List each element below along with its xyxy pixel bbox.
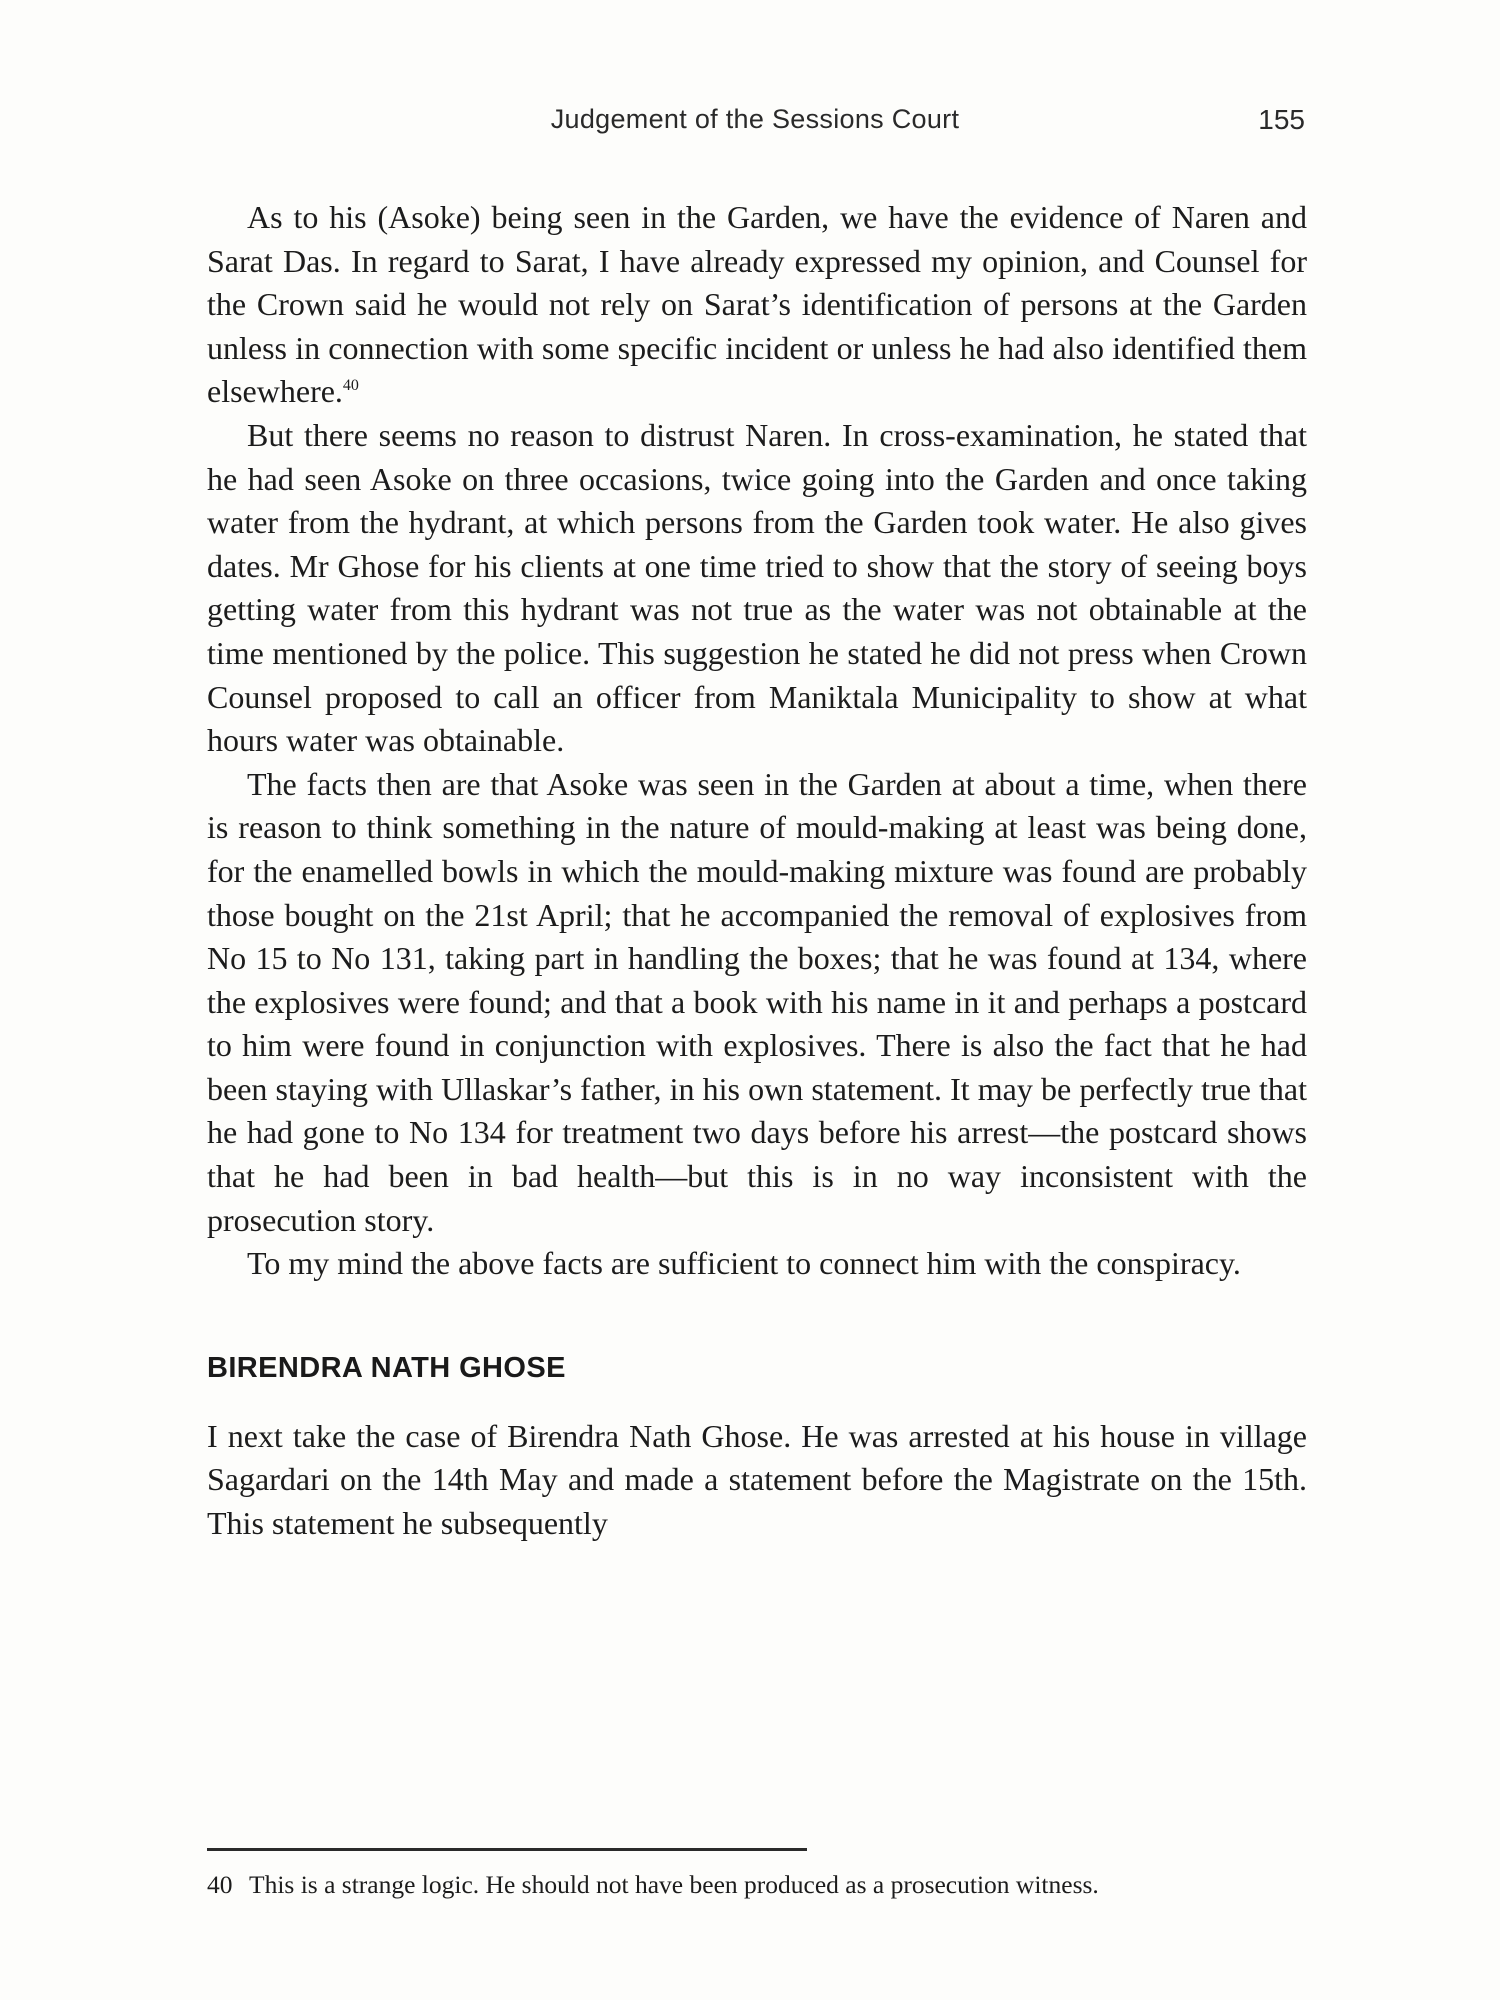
paragraph-naren: But there seems no reason to distrust Naren. In cross-examination, he stated that he had seen Asoke on three occasions, twice going into the Garden and once taking water from the hydrant, at which persons from the Garden took water. He also gives dates. Mr Ghose for his clients at one time tried to show that the story of seeing boys getting water from this hydrant was not true as the water was not obtainable at the time mentioned by the police. This suggestion he stated he did not press when Crown Counsel proposed to call an officer from Maniktala Municipality to show at what hours water was obtainable. — [207, 416, 1307, 759]
footnote-divider — [207, 1848, 807, 1851]
main-text — [207, 196, 1307, 1546]
running-title: Judgement of the Sessions Court — [550, 104, 960, 134]
paragraph-text: As to his (Asoke) being seen in the Garden, we have the evidence of Naren and Sarat Das. In regard to Sarat, I have already expressed my opinion, and Counsel for the Crown said he would not rely on Sarat’s identification of persons at the Garden unless in connection with some specific incident or unless he had also identified them elsewhere. — [207, 199, 1307, 410]
paragraph-asoke-garden — [207, 196, 1307, 414]
section-heading: BIRENDRA NATH GHOSE — [207, 1351, 566, 1384]
footnote-reference[interactable]: 40 — [342, 377, 359, 395]
running-header — [205, 104, 1305, 144]
footnote — [207, 1868, 1307, 1902]
paragraph-facts: The facts then are that Asoke was seen in the Garden at about a time, when there is reason to think something in the nature of mould-making at least was being done, for the enamelled bowls in which the mould-making mixture was found are probably those bought on the 21st April; that he accompanied the removal of explosives from No 15 to No 131, taking part in handling the boxes; that he was found at 134, where the explosives were found; and that a book with his name in it and perhaps a postcard to him were found in conjunction with explosives. There is also the fact that he had been staying with Ullaskar’s father, in his own statement. It may be perfectly true that he had gone to No 134 for treatment two days before his arrest—the postcard shows that he had been in bad health—but this is in no way inconsistent with the prosecution story. — [207, 765, 1307, 1238]
paragraph-conclusion: To my mind the above facts are sufficient to connect him with the conspiracy. — [247, 1245, 1241, 1282]
paragraph-birendra: I next take the case of Birendra Nath Ghose. He was arrested at his house in village Sagardari on the 14th May and made a statement before the Magistrate on the 15th. This statement he subsequently — [207, 1417, 1307, 1542]
footnote-number: 40 — [207, 1870, 233, 1899]
footnote-text: This is a strange logic. He should not have been produced as a prosecution witness. — [249, 1870, 1099, 1899]
page-number: 155 — [1258, 104, 1305, 135]
